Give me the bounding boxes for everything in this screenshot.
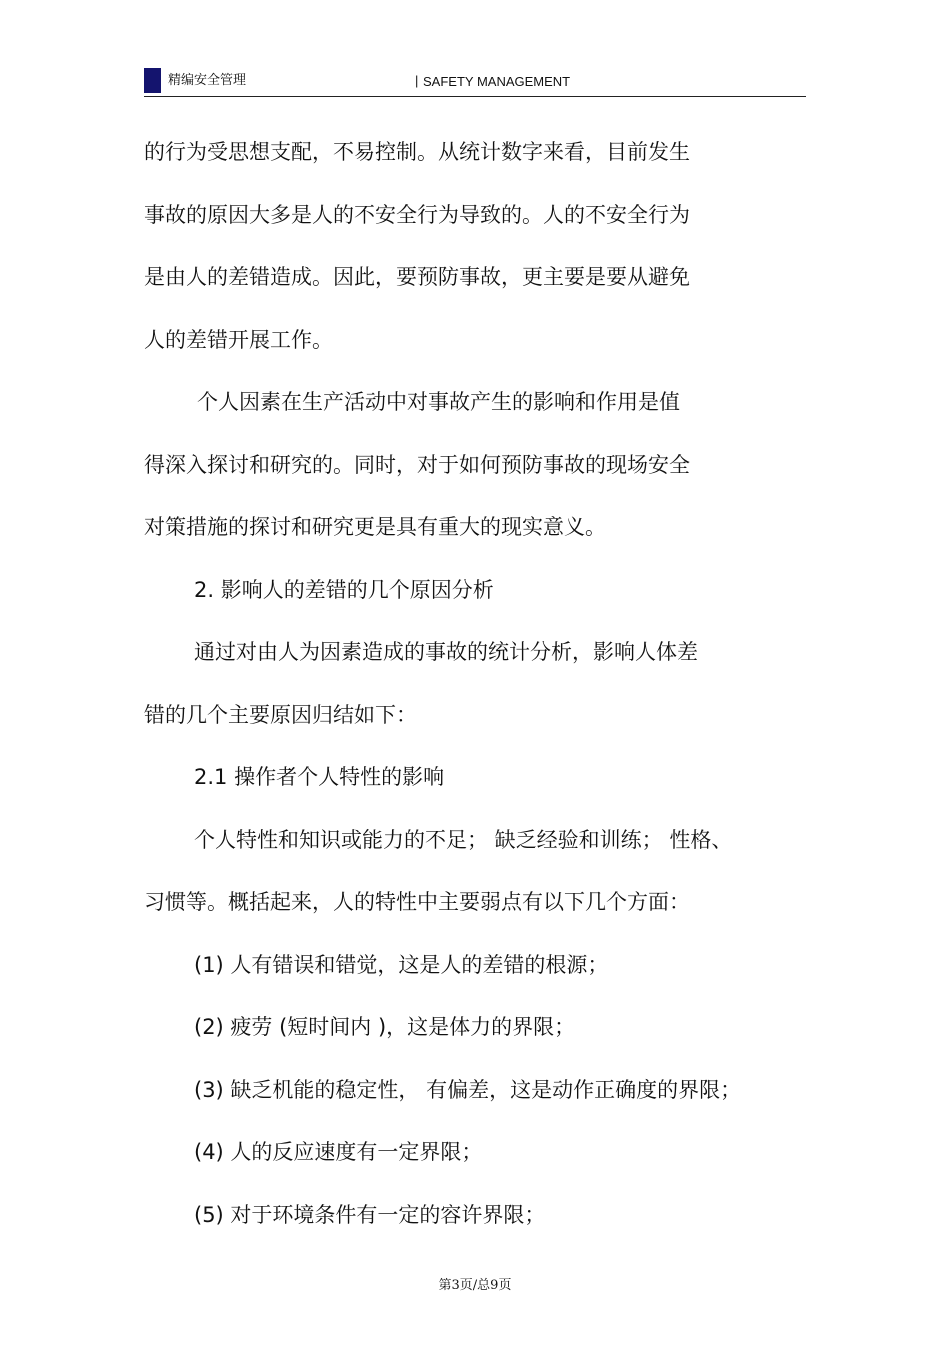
body-line: 是由人的差错造成。因此，要预防事故，更主要是要从避免: [144, 265, 690, 289]
header-title-cn: 精编安全管理: [168, 73, 247, 88]
page-number: 第3页/总9页: [438, 1278, 512, 1293]
list-item: (4) 人的反应速度有一定界限；: [194, 1140, 483, 1164]
subsection-heading: 2.1 操作者个人特性的影响: [194, 765, 445, 789]
body-line: 个人特性和知识或能力的不足； 缺乏经验和训练； 性格、: [194, 828, 733, 852]
section-heading: 2. 影响人的差错的几个原因分析: [194, 578, 494, 602]
body-line: 错的几个主要原因归结如下：: [144, 703, 417, 727]
body-line: 对策措施的探讨和研究更是具有重大的现实意义。: [144, 515, 606, 539]
header-separator: |: [415, 73, 419, 88]
body-line: 通过对由人为因素造成的事故的统计分析，影响人体差: [194, 640, 698, 664]
list-item: (2) 疲劳 (短时间内 )，这是体力的界限；: [194, 1015, 576, 1039]
logo-icon: [144, 68, 161, 93]
list-item: (3) 缺乏机能的稳定性， 有偏差，这是动作正确度的界限；: [194, 1078, 742, 1102]
page-header: [144, 68, 806, 97]
body-line: 得深入探讨和研究的。同时，对于如何预防事故的现场安全: [144, 453, 690, 477]
list-item: (5) 对于环境条件有一定的容许界限；: [194, 1203, 546, 1227]
body-line: 的行为受思想支配，不易控制。从统计数字来看，目前发生: [144, 140, 690, 164]
header-title-en: SAFETY MANAGEMENT: [423, 74, 571, 89]
list-item: (1) 人有错误和错觉，这是人的差错的根源；: [194, 953, 609, 977]
body-line: 人的差错开展工作。: [144, 328, 333, 352]
body-line: 事故的原因大多是人的不安全行为导致的。人的不安全行为: [144, 203, 690, 227]
body-line: 个人因素在生产活动中对事故产生的影响和作用是值: [197, 390, 680, 414]
body-line: 习惯等。概括起来，人的特性中主要弱点有以下几个方面：: [144, 890, 690, 914]
